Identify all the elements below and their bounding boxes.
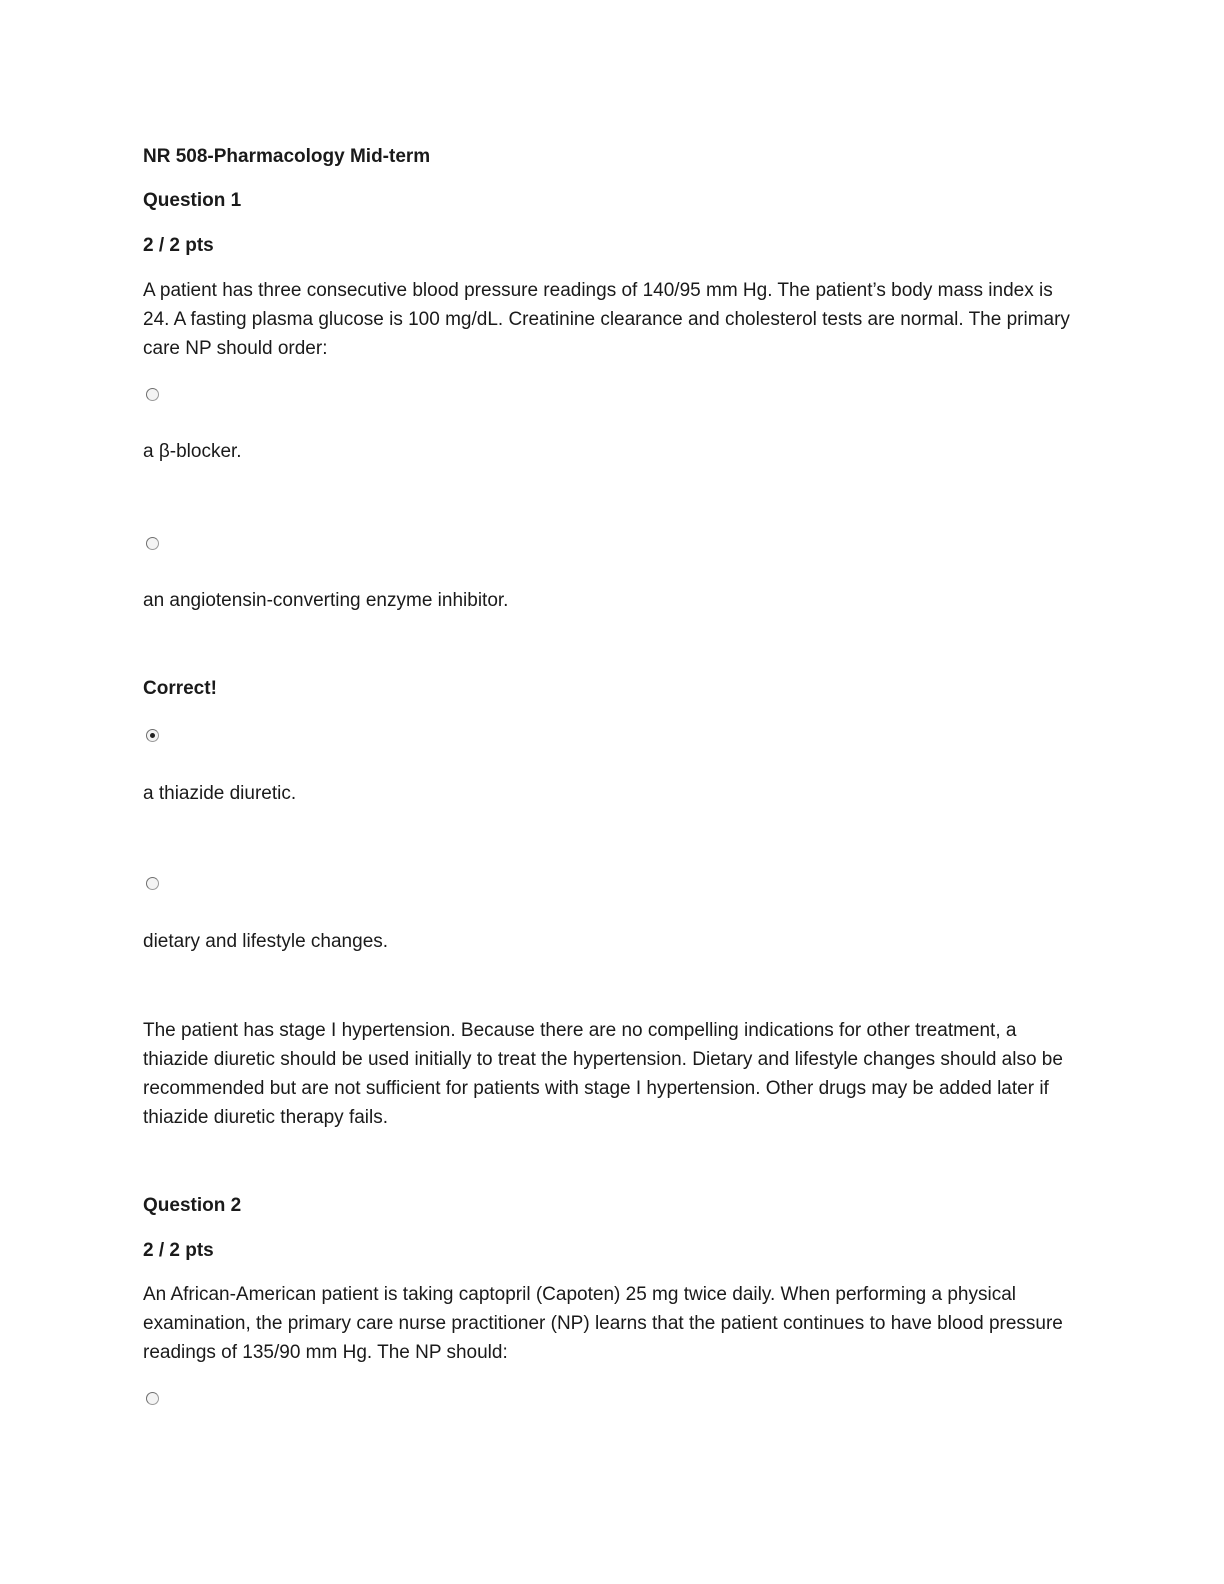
option-3-text: a thiazide diuretic. [143,783,297,804]
option-2-text: an angiotensin-converting enzyme inhibitor. [143,590,509,611]
question-2-label: Question 2 [143,1195,242,1216]
option-4-radio[interactable] [146,877,159,890]
question-2-score: 2 / 2 pts [143,1240,214,1261]
question-2-option-1-radio[interactable] [146,1392,159,1405]
option-1-radio[interactable] [146,388,159,401]
question-1-explanation: The patient has stage I hypertension. Because there are no compelling indications for other treatment, a thiazide diuretic should be used initially to treat the hypertension. Dietary and lifestyle changes should also be recommended but are not sufficient for patients with stage I hypertension. Other drugs may be added later if thiazide diuretic therapy fails. [143,1020,1063,1128]
option-2-radio[interactable] [146,537,159,550]
option-4-text: dietary and lifestyle changes. [143,931,389,952]
question-1-label: Question 1 [143,190,242,211]
correct-marker: Correct! [143,678,217,699]
option-3-radio-selected[interactable] [146,729,159,742]
document-title: NR 508-Pharmacology Mid-term [143,146,431,167]
question-1-prompt: A patient has three consecutive blood pressure readings of 140/95 mm Hg. The patient’s body mass index is 24. A fasting plasma glucose is 100 mg/dL. Creatinine clearance and cholesterol tests are normal. The primary care NP should order: [143,280,1070,359]
question-1-score: 2 / 2 pts [143,235,214,256]
option-1-text: a β-blocker. [143,441,242,462]
question-2-prompt: An African-American patient is taking captopril (Capoten) 25 mg twice daily. When performing a physical examination, the primary care nurse practitioner (NP) learns that the patient continues to have blood pressure readings of 135/90 mm Hg. The NP should: [143,1284,1063,1363]
